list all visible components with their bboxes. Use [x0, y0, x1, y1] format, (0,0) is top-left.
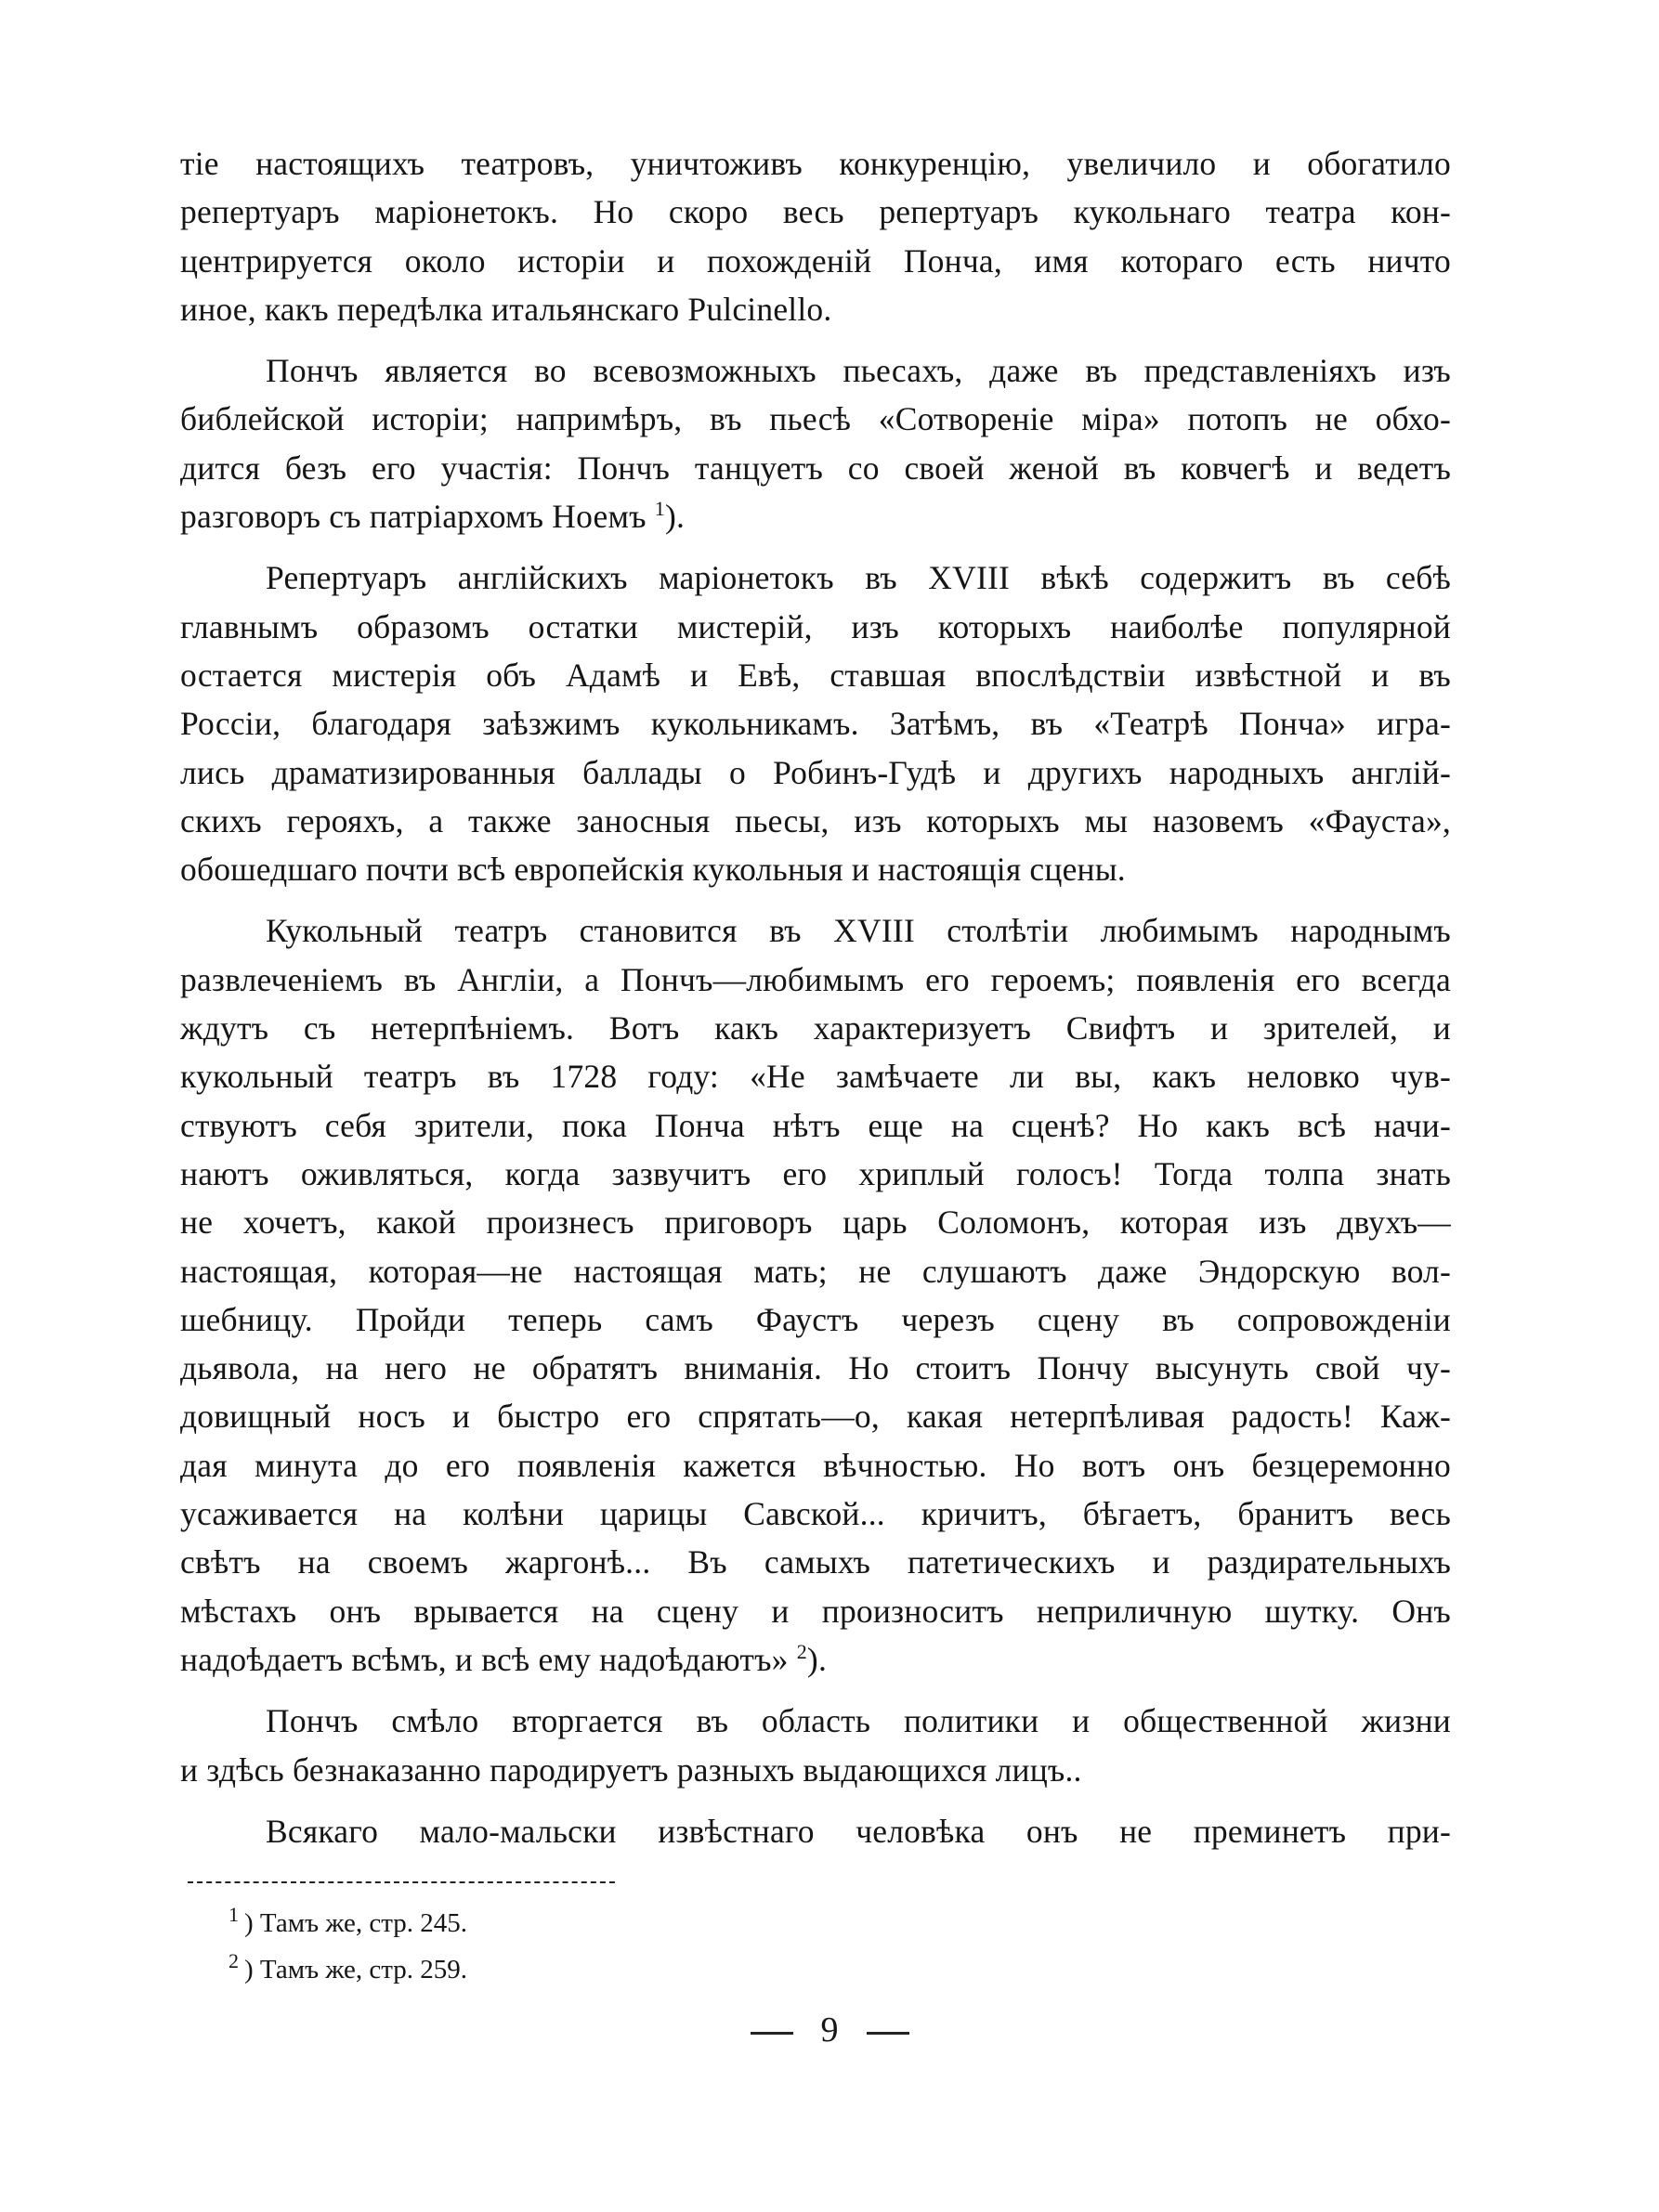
body-text	[180, 139, 1451, 1868]
footnote-mark: 2	[229, 1949, 239, 1973]
line-text: кукольный театръ въ 1728 году: «Не замѣчаете ли вы, какъ неловко чув-	[180, 1058, 1451, 1096]
line-text: лись драматизированныя баллады о Робинъ-Гудѣ и другихъ народныхъ англій-	[180, 753, 1451, 791]
line-text: развлеченіемъ въ Англіи, а Пончъ—любимымъ его героемъ; появленія его всегда	[180, 960, 1451, 998]
line-text: шебницу. Пройди теперь самъ Фаустъ черезъ сцену въ сопровожденіи	[180, 1300, 1451, 1338]
footnote-rule	[188, 1881, 615, 1883]
page-number: 9	[820, 2010, 839, 2049]
text-line	[180, 553, 1451, 602]
text-line	[180, 651, 1451, 699]
line-text: Кукольный театръ становится въ XVIII столѣтіи любимымъ народнымъ	[266, 912, 1451, 950]
paragraph	[180, 553, 1451, 893]
text-line	[180, 237, 1451, 285]
text-line	[180, 603, 1451, 651]
text-line	[180, 1052, 1451, 1100]
line-text: дьявола, на него не обратятъ вниманія. Но стоитъ Пончу высунуть свой чу-	[180, 1349, 1451, 1387]
text-line	[180, 1150, 1451, 1198]
text-line	[180, 1697, 1451, 1745]
line-tail: ).	[806, 1640, 828, 1678]
footnote-mark: 1	[229, 1903, 239, 1927]
text-line	[180, 1587, 1451, 1635]
paragraph	[180, 1697, 1451, 1794]
line-text: не хочетъ, какой произнесъ приговоръ царь Соломонъ, которая изъ двухъ—	[180, 1204, 1451, 1242]
footnote	[229, 1900, 972, 1946]
text-line	[180, 1441, 1451, 1490]
line-tail: ).	[664, 498, 686, 536]
line-text: разговоръ съ патріархомъ Ноемъ	[180, 498, 647, 536]
text-line	[180, 395, 1451, 443]
footnote-reference: 2	[796, 1640, 807, 1664]
text-line	[180, 1295, 1451, 1344]
line-text: иное, какъ передѣлка итальянскаго Pulcinello.	[180, 290, 832, 328]
line-text: остается мистерія объ Адамѣ и Евѣ, ставшая впослѣдствіи извѣстной и въ	[180, 656, 1451, 694]
text-line	[180, 1746, 1451, 1794]
text-line	[180, 1247, 1451, 1295]
text-line	[180, 748, 1451, 797]
line-text: скихъ герояхъ, а также заносныя пьесы, изъ которыхъ мы назовемъ «Фауста»,	[180, 801, 1451, 839]
line-text: дая минута до его появленія кажется вѣчностью. Но вотъ онъ безцеремонно	[180, 1446, 1451, 1484]
text-line	[180, 699, 1451, 748]
folio-dash-right	[867, 2032, 909, 2035]
line-text: усаживается на колѣни царицы Савской... кричитъ, бѣгаетъ, бранитъ весь	[180, 1495, 1451, 1533]
folio-dash-left	[751, 2032, 793, 2035]
line-text: центрируется около исторіи и похожденій Понча, имя котораго есть ничто	[180, 241, 1451, 280]
line-text: и здѣсь безнаказанно пародируетъ разныхъ выдающихся лицъ..	[180, 1750, 1082, 1789]
text-line	[180, 1538, 1451, 1586]
line-text: мѣстахъ онъ врывается на сцену и произноситъ неприличную шутку. Онъ	[180, 1592, 1451, 1630]
line-text: наютъ оживляться, когда зазвучитъ его хриплый голосъ! Тогда толпа знать	[180, 1154, 1451, 1192]
text-line	[180, 1004, 1451, 1052]
line-text: Репертуаръ англійскихъ маріонетокъ въ XVIII вѣкѣ содержитъ въ себѣ	[266, 559, 1451, 597]
text-line	[180, 492, 1451, 540]
text-line	[180, 956, 1451, 1004]
line-text: репертуаръ маріонетокъ. Но скоро весь репертуаръ кукольнаго театра кон-	[180, 193, 1451, 231]
text-line	[180, 1392, 1451, 1440]
text-line	[180, 1344, 1451, 1392]
paragraph	[180, 1807, 1451, 1855]
line-text: Пончъ является во всевозможныхъ пьесахъ, даже въ представленіяхъ изъ	[266, 352, 1451, 390]
paragraph	[180, 346, 1451, 540]
line-text: тіе настоящихъ театровъ, уничтоживъ конкуренцію, увеличило и обогатило	[180, 145, 1451, 182]
text-line	[180, 1635, 1451, 1684]
text-line	[180, 1198, 1451, 1246]
line-text: надоѣдаетъ всѣмъ, и всѣ ему надоѣдаютъ»	[180, 1640, 789, 1678]
paragraph	[180, 139, 1451, 333]
text-line	[180, 845, 1451, 893]
line-text: библейской исторіи; напримѣръ, въ пьесѣ «Сотвореніе міра» потопъ не обхо-	[180, 400, 1451, 438]
footnotes	[229, 1900, 972, 1993]
footnote	[229, 1946, 972, 1993]
text-line	[180, 285, 1451, 333]
text-line	[180, 906, 1451, 955]
page-number-footer	[0, 2006, 1659, 2054]
line-text: Россіи, благодаря заѣзжимъ кукольникамъ. Затѣмъ, въ «Театрѣ Понча» игра-	[180, 705, 1451, 743]
line-text: свѣтъ на своемъ жаргонѣ... Въ самыхъ патетическихъ и раздирательныхъ	[180, 1543, 1451, 1581]
text-line	[180, 797, 1451, 845]
line-text: ждутъ съ нетерпѣніемъ. Вотъ какъ характеризуетъ Свифтъ и зрителей, и	[180, 1009, 1451, 1047]
footnote-text: ) Тамъ же, стр. 245.	[244, 1908, 468, 1938]
line-text: обошедшаго почти всѣ европейскія кукольныя и настоящія сцены.	[180, 851, 1126, 889]
text-line	[180, 346, 1451, 395]
text-line	[180, 139, 1451, 188]
text-line	[180, 1807, 1451, 1855]
text-line	[180, 1490, 1451, 1538]
text-line	[180, 444, 1451, 492]
footnote-reference: 1	[654, 497, 665, 521]
text-line	[180, 188, 1451, 236]
footnote-text: ) Тамъ же, стр. 259.	[244, 1955, 468, 1984]
line-text: ствуютъ себя зрители, пока Понча нѣтъ еще на сценѣ? Но какъ всѣ начи-	[180, 1106, 1451, 1144]
text-line	[180, 1101, 1451, 1150]
line-text: дится безъ его участія: Пончъ танцуетъ со своей женой въ ковчегѣ и ведетъ	[180, 449, 1451, 487]
line-text: главнымъ образомъ остатки мистерій, изъ которыхъ наиболѣе популярной	[180, 607, 1451, 645]
paragraph	[180, 906, 1451, 1684]
line-text: Всякаго мало-мальски извѣстнаго человѣка онъ не преминетъ при-	[266, 1812, 1451, 1850]
line-text: настоящая, которая—не настоящая мать; не слушаютъ даже Эндорскую вол-	[180, 1252, 1451, 1290]
line-text: довищный носъ и быстро его спрятать—о, какая нетерпѣливая радость! Каж-	[180, 1398, 1451, 1436]
line-text: Пончъ смѣло вторгается въ область политики и общественной жизни	[266, 1702, 1451, 1740]
